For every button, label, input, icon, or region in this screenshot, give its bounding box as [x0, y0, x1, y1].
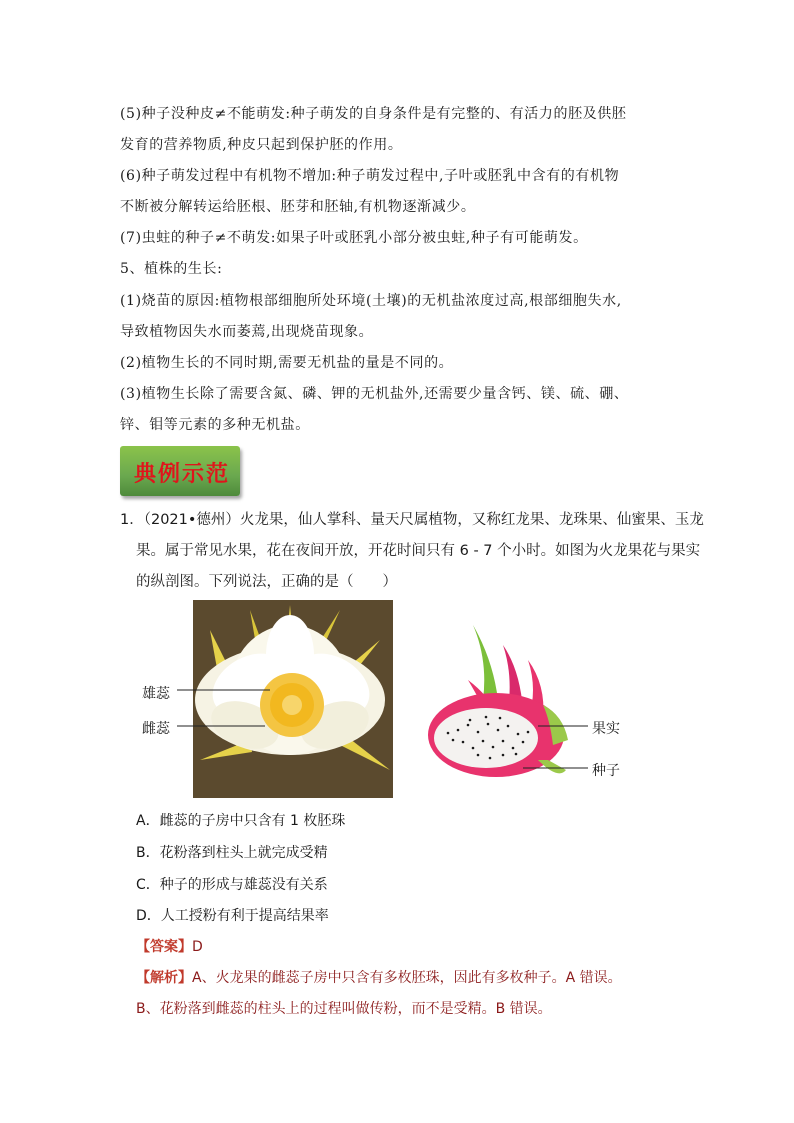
answer-tag: 【答案】 [136, 939, 192, 955]
flower-label-stamen: 雄蕊 [142, 686, 170, 702]
analysis-line: B、花粉落到雌蕊的柱头上的过程叫做传粉，而不是受精。B 错误。 [136, 1001, 552, 1017]
option-a: A．雌蕊的子房中只含有 1 枚胚珠 [136, 813, 346, 829]
note-line: (1)烧苗的原因:植物根部细胞所处环境(土壤)的无机盐浓度过高,根部细胞失水, [120, 293, 622, 309]
note-line: (7)虫蛀的种子≠不萌发:如果子叶或胚乳小部分被虫蛀,种子有可能萌发。 [120, 230, 588, 246]
flower-label-pistil: 雌蕊 [142, 721, 170, 737]
note-line: 导致植物因失水而萎蔫,出现烧苗现象。 [120, 324, 374, 340]
section-banner [120, 446, 240, 496]
question-stem-line: 的纵剖图。下列说法，正确的是（ ） [136, 574, 397, 590]
note-line: (2)植物生长的不同时期,需要无机盐的量是不同的。 [120, 355, 454, 371]
fruit-figure [428, 620, 598, 790]
note-line: 不断被分解转运给胚根、胚芽和胚轴,有机物逐渐减少。 [120, 199, 476, 215]
flower-stamens [260, 673, 324, 737]
option-b: B．花粉落到柱头上就完成受精 [136, 845, 328, 861]
fruit-label-fruit: 果实 [592, 721, 620, 737]
analysis-tag: 【解析】 [136, 970, 192, 986]
answer-value: D [192, 939, 203, 955]
question-stem-line: 1．（2021•德州）火龙果，仙人掌科、量天尺属植物，又称红龙果、龙珠果、仙蜜果、玉龙 [120, 512, 704, 528]
note-line: 锌、钼等元素的多种无机盐。 [120, 417, 310, 433]
analysis-line [136, 967, 622, 987]
section-banner-title: 典例示范 [134, 461, 231, 487]
note-line: 发育的营养物质,种皮只起到保护胚的作用。 [120, 137, 403, 153]
fruit-flesh [434, 708, 538, 768]
section-heading: 5、植株的生长: [120, 261, 223, 277]
option-d: D．人工授粉有利于提高结果率 [136, 908, 329, 924]
note-line: (3)植物生长除了需要含氮、磷、钾的无机盐外,还需要少量含钙、镁、硫、硼、 [120, 386, 629, 402]
answer-line [136, 936, 203, 956]
question-stem-line: 果。属于常见水果，花在夜间开放，开花时间只有 6 - 7 个小时。如图为火龙果花与果实 [136, 543, 701, 559]
flower-figure [140, 600, 400, 800]
note-line: (6)种子萌发过程中有机物不增加:种子萌发过程中,子叶或胚乳中含有的有机物 [120, 168, 620, 184]
option-c: C．种子的形成与雄蕊没有关系 [136, 877, 328, 893]
note-line: (5)种子没种皮≠不能萌发:种子萌发的自身条件是有完整的、有活力的胚及供胚 [120, 106, 627, 122]
analysis-text: A、火龙果的雌蕊子房中只含有多枚胚珠，因此有多枚种子。A 错误。 [192, 970, 622, 986]
fruit-label-seed: 种子 [592, 763, 620, 779]
